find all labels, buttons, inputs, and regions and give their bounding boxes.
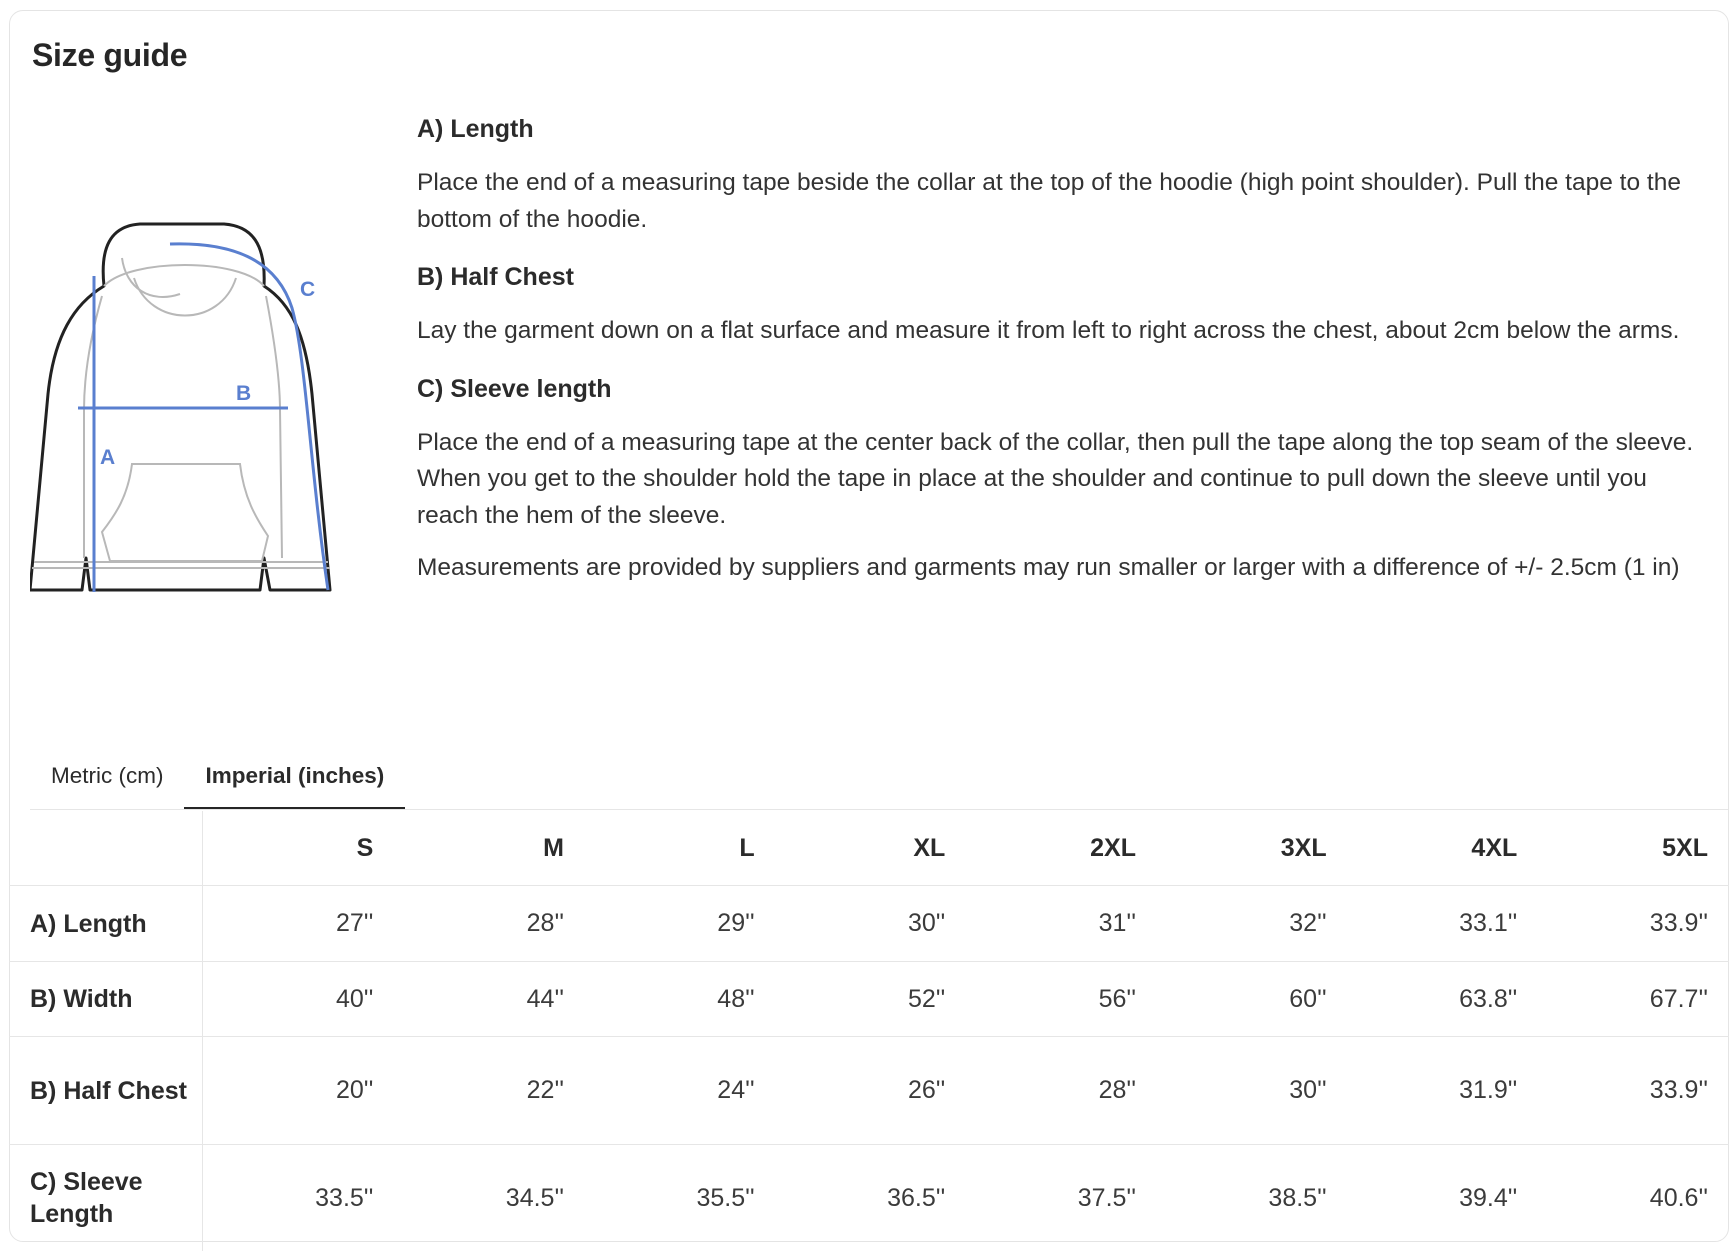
table-row-sleeve-length <box>9 1145 1729 1251</box>
tab-imperial[interactable]: Imperial (inches) <box>184 742 405 810</box>
section-heading-sleeve-length: C) Sleeve length <box>417 366 1707 412</box>
table-cell: 34.5'' <box>394 1145 585 1251</box>
measurement-instructions <box>417 106 1707 603</box>
size-header: 5XL <box>1538 811 1729 886</box>
section-heading-half-chest: B) Half Chest <box>417 254 1707 300</box>
table-cell: 40'' <box>203 962 395 1037</box>
table-cell: 36.5'' <box>776 1145 967 1251</box>
size-header: M <box>394 811 585 886</box>
row-label: B) Width <box>9 962 203 1037</box>
table-cell: 40.6'' <box>1538 1145 1729 1251</box>
table-cell: 33.9'' <box>1538 1037 1729 1145</box>
measurement-note: Measurements are provided by suppliers and garments may run smaller or larger with a difference of +/- 2.5cm (1 in) <box>417 550 1707 587</box>
hoodie-illustration <box>30 218 350 596</box>
table-cell: 28'' <box>966 1037 1157 1145</box>
table-cell: 44'' <box>394 962 585 1037</box>
table-cell: 33.5'' <box>203 1145 395 1251</box>
size-header: 4XL <box>1348 811 1539 886</box>
tab-metric[interactable]: Metric (cm) <box>30 742 184 810</box>
label-c: C <box>300 278 315 301</box>
hoodie-measurement-diagram <box>30 218 350 596</box>
tabs-divider <box>30 809 1728 810</box>
table-cell: 27'' <box>203 886 395 962</box>
section-text-half-chest: Lay the garment down on a flat surface and measure it from left to right across the chest, about 2cm below the arms. <box>417 313 1707 350</box>
size-header: S <box>203 811 395 886</box>
row-label: A) Length <box>9 886 203 962</box>
row-label: C) Sleeve Length <box>9 1145 203 1251</box>
table-cell: 26'' <box>776 1037 967 1145</box>
size-table <box>9 811 1729 1251</box>
unit-tabs <box>30 742 405 810</box>
table-cell: 20'' <box>203 1037 395 1145</box>
hood-drape <box>122 258 180 297</box>
table-cell: 67.7'' <box>1538 962 1729 1037</box>
table-cell: 32'' <box>1157 886 1348 962</box>
table-cell: 33.9'' <box>1538 886 1729 962</box>
table-row-width <box>9 962 1729 1037</box>
size-header-row <box>9 811 1729 886</box>
section-text-length: Place the end of a measuring tape beside the collar at the top of the hoodie (high point shoulder). Pull the tape to the bottom of the hoodie. <box>417 165 1707 238</box>
table-cell: 31'' <box>966 886 1157 962</box>
table-cell: 33.1'' <box>1348 886 1539 962</box>
table-cell: 39.4'' <box>1348 1145 1539 1251</box>
table-cell: 29'' <box>585 886 776 962</box>
table-row-length <box>9 886 1729 962</box>
right-seam <box>266 296 282 558</box>
table-cell: 30'' <box>1157 1037 1348 1145</box>
table-cell: 56'' <box>966 962 1157 1037</box>
table-cell: 24'' <box>585 1037 776 1145</box>
size-header: 3XL <box>1157 811 1348 886</box>
table-cell: 35.5'' <box>585 1145 776 1251</box>
table-corner-cell <box>9 811 203 886</box>
table-cell: 48'' <box>585 962 776 1037</box>
table-cell: 31.9'' <box>1348 1037 1539 1145</box>
table-row-half-chest <box>9 1037 1729 1145</box>
size-header: 2XL <box>966 811 1157 886</box>
table-cell: 52'' <box>776 962 967 1037</box>
page-title: Size guide <box>32 37 187 74</box>
hood-opening <box>134 278 236 316</box>
label-a: A <box>100 446 115 469</box>
section-heading-length: A) Length <box>417 106 1707 152</box>
row-label: B) Half Chest <box>9 1037 203 1145</box>
section-text-sleeve-length: Place the end of a measuring tape at the center back of the collar, then pull the tape along the top seam of the sleeve. When you get to the shoulder hold the tape in place at the shoulder and continue to pull down the sleeve until you reach the hem of the sleeve. <box>417 425 1707 535</box>
table-cell: 38.5'' <box>1157 1145 1348 1251</box>
table-cell: 22'' <box>394 1037 585 1145</box>
table-cell: 60'' <box>1157 962 1348 1037</box>
size-header: L <box>585 811 776 886</box>
size-header: XL <box>776 811 967 886</box>
kangaroo-pocket <box>102 464 268 561</box>
label-b: B <box>236 382 251 405</box>
table-cell: 28'' <box>394 886 585 962</box>
table-cell: 30'' <box>776 886 967 962</box>
table-cell: 37.5'' <box>966 1145 1157 1251</box>
table-cell: 63.8'' <box>1348 962 1539 1037</box>
